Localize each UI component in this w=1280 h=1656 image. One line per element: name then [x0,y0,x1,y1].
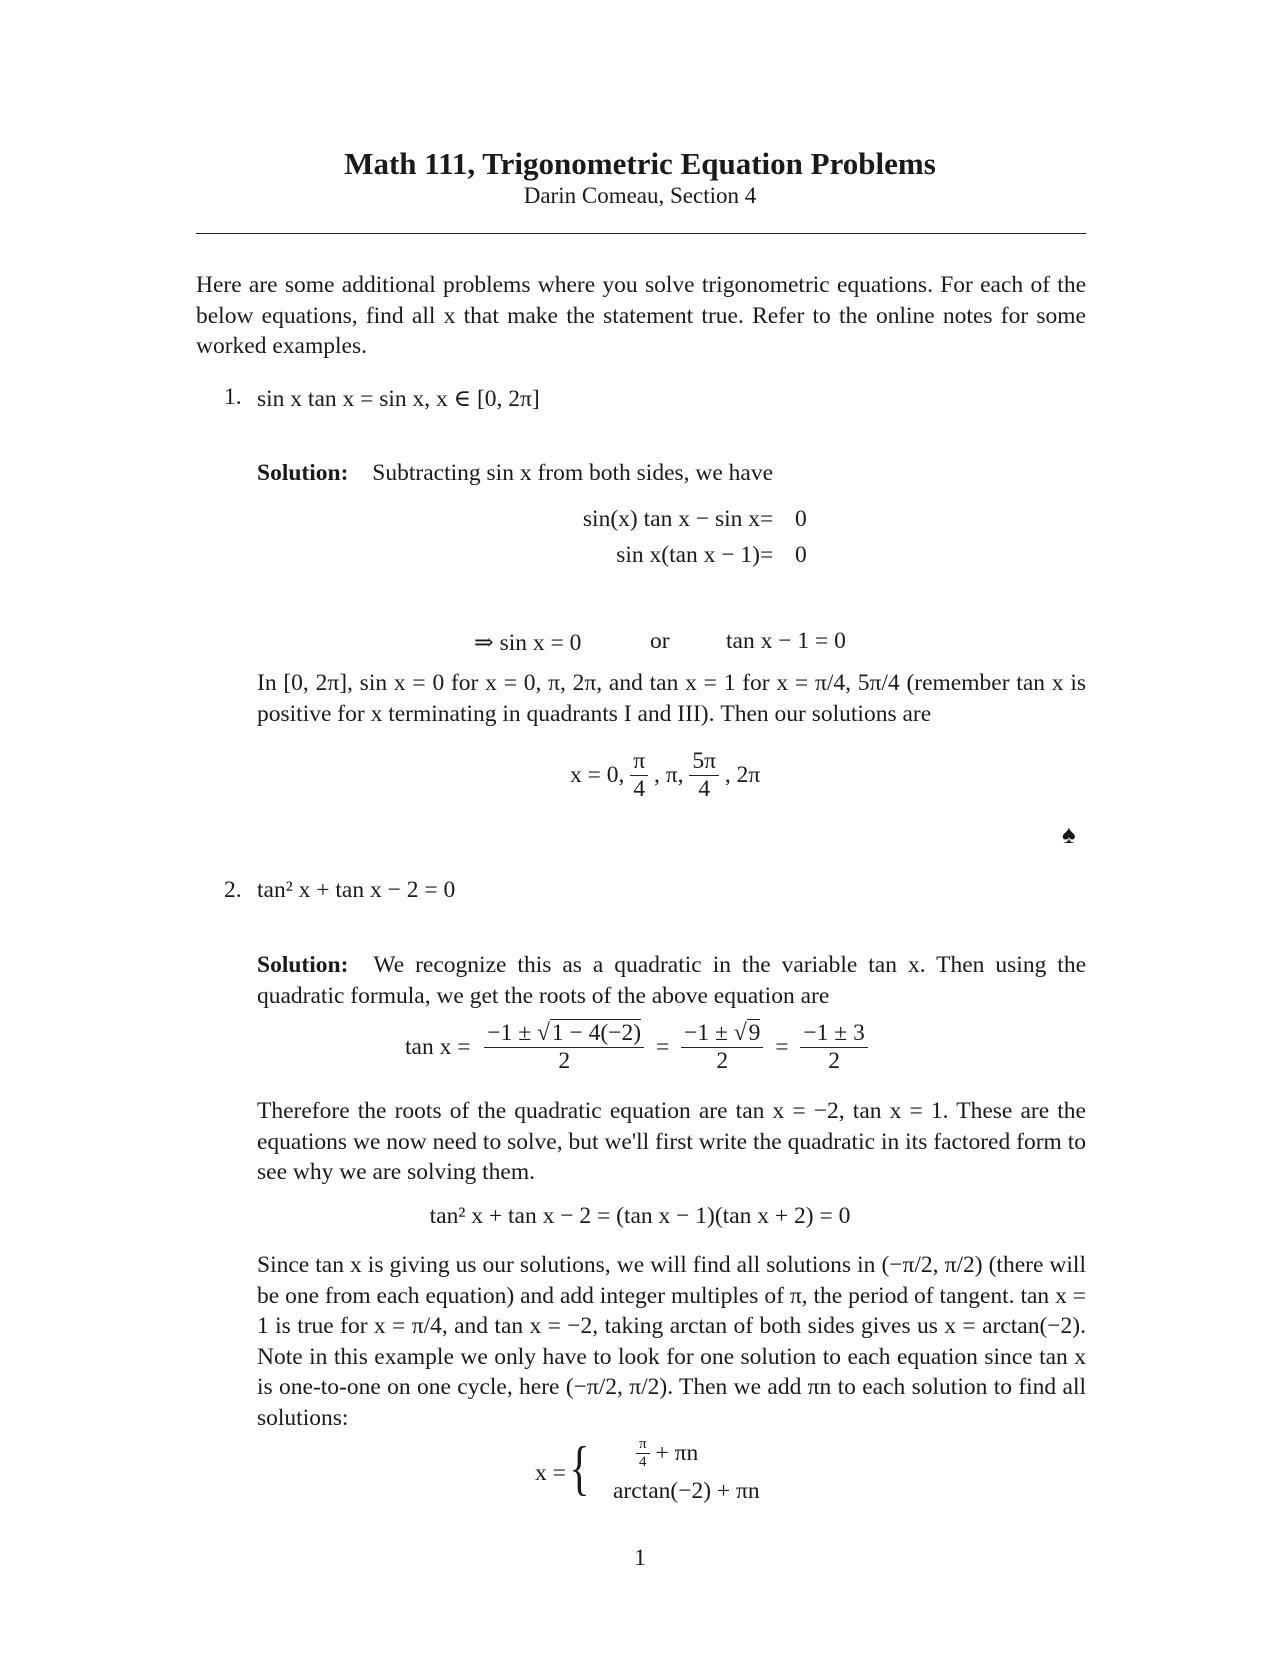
problem-2-since-text: Since tan x is giving us our solutions, we will find all solutions in (−π/2, π/2) (there will be one from each equation) and add integer multiples of π, the period of tangent. tan x = 1 is true for x = π/4, and tan x = −2, taking arctan of both sides gives us x = arctan(−2). Note in this example we only have to look for one solution to each equation since tan x is one-to-one on one cycle, here (−π/2, π/2). Then we add πn to each solution to find all solutions: [257,1252,1086,1431]
problem-1-number: 1. [224,384,242,410]
problem-2-roots-text: Therefore the roots of the quadratic equation are tan x = −2, tan x = 1. These are the equations we now need to solve, but we'll first write the quadratic in its factored form to see why we are solving them. [257,1098,1086,1185]
intro-paragraph: Here are some additional problems where you solve trigonometric equations. For each of the below equations, find all x that make the statement true. Refer to the online notes for some worked examples. [196,272,1086,359]
solution-label: Solution: [257,460,349,486]
align-row-2-eq: = [760,542,774,568]
case-2: arctan(−2) + πn [613,1478,760,1504]
header-rule [196,233,1086,234]
document-page: Math 111, Trigonometric Equation Problems Darin Comeau, Section 4 Here are some additional problems where you solve trigonometric equations. For each of the below equations, find all x that make the statement true. Refer to the online notes for some worked examples. 1. sin x tan x = sin x, x ∈ [0, 2π] Solution: Subtracting sin x from both sides, we have sin(x) tan x − sin x = 0 sin x(tan x − 1) = 0 ⇒ sin x = 0 or tan x − 1 = 0 In [0, 2π], sin x = 0 for x = 0, π, 2π, and tan x = 1 for x = π/4, 5π/4 (remember tan x is positive for x terminating in quadrants I and III). Then our solutions are x = 0, $\frac{\pi}{4}$ , π, $\frac{5\pi}{4}$ , 2π ♠ 2. tan² x + tan x − 2 = 0 Solution: We recognize this as a quadratic in the variable tan x. Then using the quadratic formula, we get the roots of the above equation are tan x = $\frac{-1 \pm √1 - 4(-2)}{2}$ = $\frac{-1 \pm √9}{2}$ = $\frac{-1 \pm 3}{2}$ Therefore the roots of the quadratic equation are tan x = −2, tan x = 1. These are the equations we now need to solve, but we'll first write the quadratic in its factored form to see why we are solving them. tan² x + tan x − 2 = (tan x − 1)(tan x + 2) = 0 Since tan x is giving us our solutions, we will find all solutions in (−π/2, π/2) (there will be one from each equation) and add integer multiples of π, the period of tangent. tan x = 1 is true for x = π/4, and tan x = −2, taking arctan of both sides gives us x = arctan(−2). Note in this example we only have to look for one solution to each equation since tan x is one-to-one on one cycle, here (−π/2, π/2). Then we add πn to each solution to find all solutions: x = { $\frac{\pi}{4}$ + πn arctan(−2) + πn 1 [0,0,1280,1656]
problem-1-answer: x = 0, $\frac{\pi}{4}$ , π, $\frac{5\pi}{4}$ , 2π [570,748,761,802]
problem-2-statement: tan² x + tan x − 2 = 0 [257,877,456,903]
quadratic-fraction-1: $\frac{-1 \pm √1 - 4(-2)}{2}$ [484,1020,644,1075]
implies-left: ⇒ sin x = 0 [474,630,582,656]
align-row-2-rhs: 0 [795,542,807,568]
end-of-proof-spade-icon: ♠ [1062,820,1076,849]
align-row-1-rhs: 0 [795,506,807,532]
align-row-1-lhs: sin(x) tan x − sin x [582,506,760,532]
align-row-2-lhs: sin x(tan x − 1) [616,542,760,568]
problem-1-explanation: In [0, 2π], sin x = 0 for x = 0, π, 2π, and tan x = 1 for x = π/4, 5π/4 (remember tan x is positive for x terminating in quadrants I and III). Then our solutions are [257,670,1086,727]
align-row-1-eq: = [760,506,774,532]
left-brace-icon: { [569,1435,590,1501]
solution-label: Solution: [257,952,349,978]
page-number: 1 [634,1545,646,1571]
quadratic-fraction-2: $\frac{-1 \pm √9}{2}$ [681,1020,763,1075]
problem-2-number: 2. [224,877,242,903]
problem-1-statement: sin x tan x = sin x, x ∈ [0, 2π] [257,386,540,412]
case-1: $\frac{\pi}{4}$ + πn [636,1436,698,1471]
factored-form: tan² x + tan x − 2 = (tan x − 1)(tan x + 2) = 0 [429,1203,851,1229]
quadratic-formula: tan x = $\frac{-1 \pm √1 - 4(-2)}{2}$ = $\frac{-1 \pm √9}{2}$ = $\frac{-1 \pm 3}{2}$ [405,1020,868,1075]
answer-fraction-5pi-4: $\frac{5\pi}{4}$ [689,748,719,803]
implies-right: tan x − 1 = 0 [726,628,846,654]
answer-fraction-pi-4: $\frac{\pi}{4}$ [630,748,648,803]
problem-2-solution-intro: Solution: We recognize this as a quadratic in the variable tan x. Then using the quadratic formula, we get the roots of the above equation are [257,952,1087,1009]
quadratic-fraction-3: $\frac{-1 \pm 3}{2}$ [800,1020,867,1075]
problem-1-solution [257,460,773,487]
solution-intro: Subtracting sin x from both sides, we have [372,460,774,486]
page-title: Math 111, Trigonometric Equation Problems [344,146,936,181]
author-line: Darin Comeau, Section 4 [523,183,757,208]
implies-or: or [650,628,670,654]
